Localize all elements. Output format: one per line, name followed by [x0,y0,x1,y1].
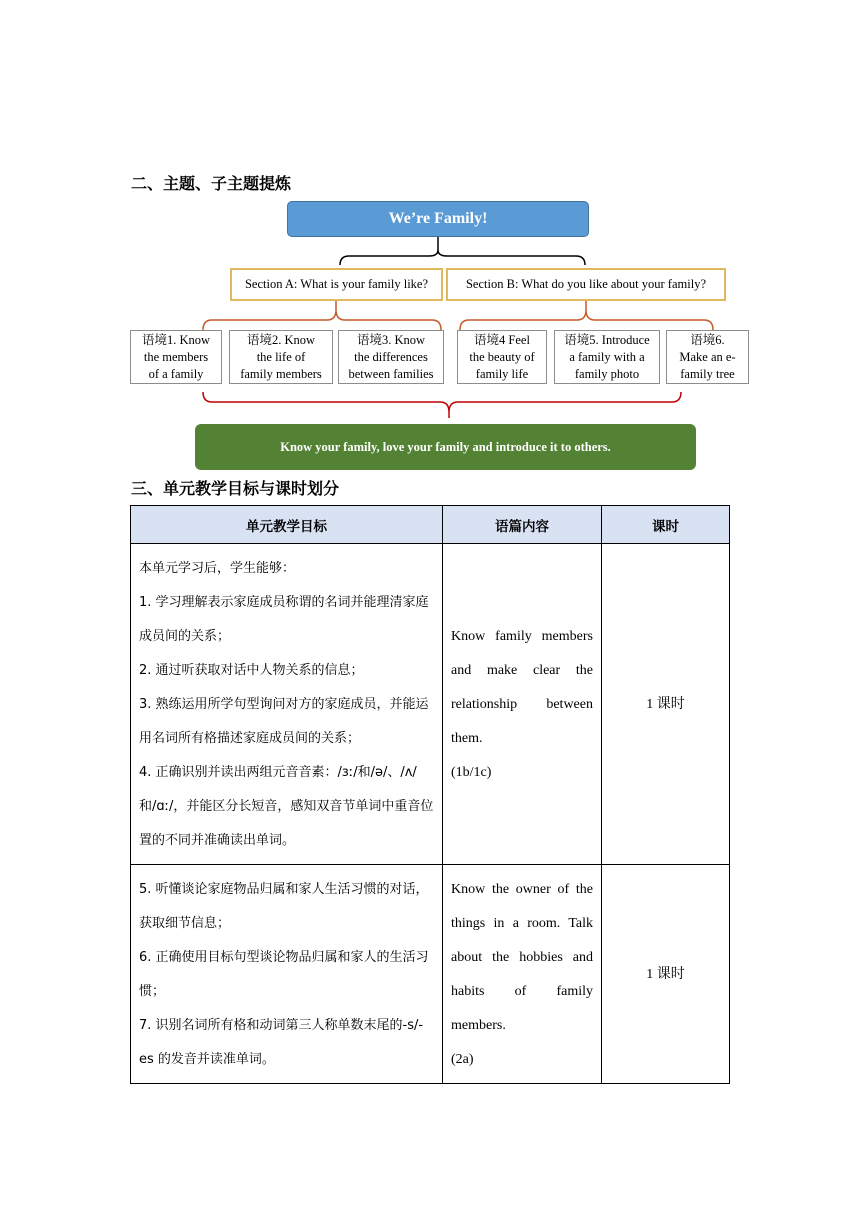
diagram-title: We’re Family! [287,201,589,237]
goal-line: 2. 通过听获取对话中人物关系的信息； [139,663,364,678]
table-header-row [131,506,730,544]
goals-cell [131,865,443,1084]
header-hours: 课时 [602,506,730,544]
table-row [131,544,730,865]
content-text: Know the owner of the things in a room. Talk about the hobbies and habits of family members. [451,882,593,1033]
context-box-5: 语境5. Introduce a family with a family photo [554,330,660,384]
goal-line: 1. 学习理解表示家庭成员称谓的名词并能理清家庭成员间的关系； [139,595,429,644]
hours-cell: 1 课时 [602,544,730,865]
diagram-connectors [0,0,860,480]
context-box-4: 语境4 Feel the beauty of family life [457,330,547,384]
header-goals: 单元教学目标 [131,506,443,544]
content-cell [443,865,602,1084]
section-b-box: Section B: What do you like about your family? [446,268,726,301]
hours-cell: 1 课时 [602,865,730,1084]
section-a-box: Section A: What is your family like? [230,268,443,301]
content-cell [443,544,602,865]
goal-line: 6. 正确使用目标句型谈论物品归属和家人的生活习惯； [139,950,429,999]
goal-line: 5. 听懂谈论家庭物品归属和家人生活习惯的对话，获取细节信息； [139,882,429,931]
goal-line: 4. 正确识别并读出两组元音音素：/ɜː/和/ə/、/ʌ/和/ɑː/，并能区分长短音，感知双音节单词中重音位置的不同并准确读出单词。 [139,765,434,848]
goals-table [130,505,730,1084]
goal-line: 7. 识别名词所有格和动词第三人称单数末尾的-s/-es 的发音并读准单词。 [139,1018,424,1067]
section-heading-theme: 二、主题、子主题提炼 [131,174,292,193]
goal-line: 本单元学习后，学生能够： [139,561,296,576]
section-heading-goals: 三、单元教学目标与课时划分 [131,479,340,498]
content-ref: (1b/1c) [451,765,492,780]
content-ref: (2a) [451,1052,474,1067]
context-box-1: 语境1. Know the members of a family [130,330,222,384]
goal-line: 3. 熟练运用所学句型询问对方的家庭成员，并能运用名词所有格描述家庭成员间的关系； [139,697,429,746]
table-row [131,865,730,1084]
diagram-summary: Know your family, love your family and introduce it to others. [195,424,696,470]
goals-cell [131,544,443,865]
context-box-3: 语境3. Know the differences between families [338,330,444,384]
context-box-2: 语境2. Know the life of family members [229,330,333,384]
content-text: Know family members and make clear the relationship between them. [451,629,593,746]
header-content: 语篇内容 [443,506,602,544]
context-box-6: 语境6. Make an e- family tree [666,330,749,384]
